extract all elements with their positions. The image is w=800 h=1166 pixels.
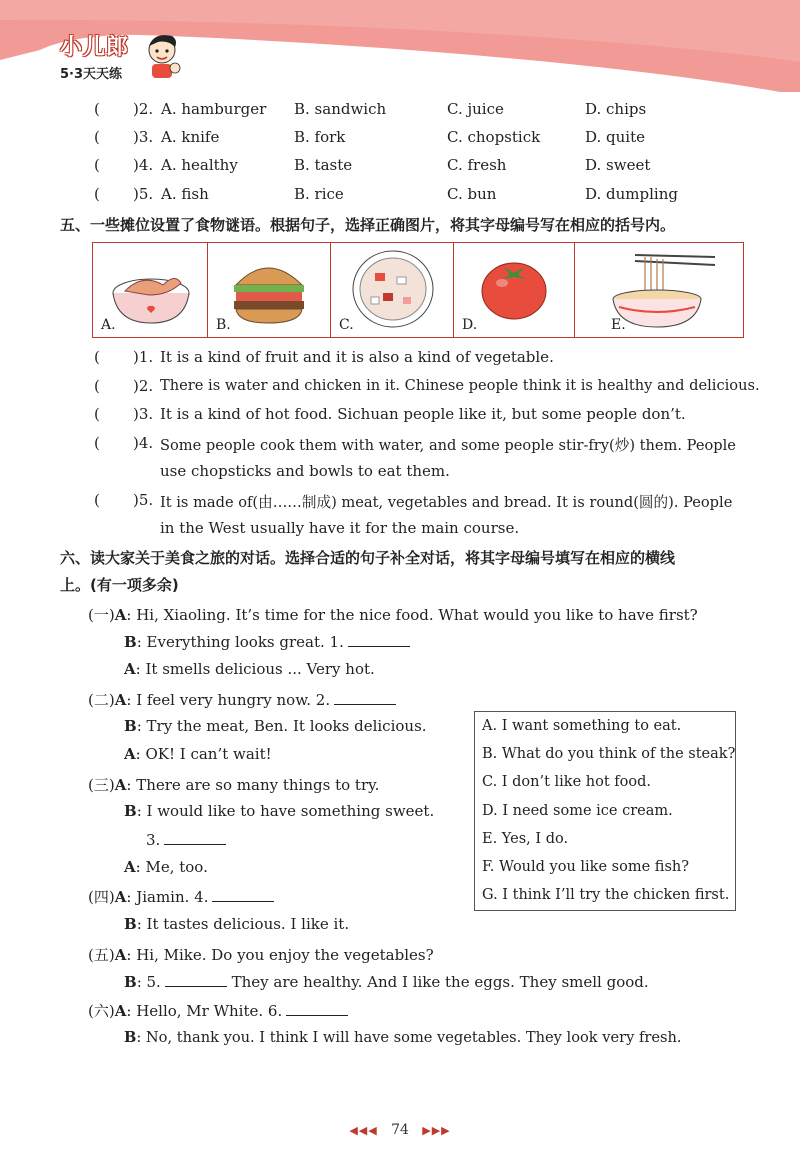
answer-blank-5[interactable] [165,972,227,987]
picture-c-label: C. [339,317,354,333]
dialog-line: Hi, Mike. Do you enjoy the vegetables? [136,946,434,964]
speaker-label: B [124,1029,137,1046]
dialog-line: No, thank you. I think I will have some vegetables. They look very fresh. [145,1029,682,1046]
dialog-3-a1: (三)A: There are so many things to try. [88,776,380,794]
dialog-tag: (三) [88,776,115,794]
dialog-3-b1: B: I would like to have something sweet. [124,802,435,820]
answer-blank-3[interactable] [164,830,226,845]
question-number: )5. [133,185,154,203]
question-number: )2. [133,377,154,395]
option-item: F. Would you like some fish? [482,859,689,875]
dialog-4-b1: B: It tastes delicious. I like it. [124,915,350,933]
dialog-tag: (六) [88,1002,115,1020]
option-d: D. quite [585,128,645,146]
speaker-label: B [124,717,137,735]
logo-subtitle: 5·3天天练 [60,67,123,82]
option-b: B. rice [294,185,344,203]
page-number: 74 [391,1122,409,1138]
option-a: A. healthy [161,156,238,174]
question-number: )4. [133,434,154,452]
answer-blank-4[interactable] [212,887,274,902]
dialog-2-a2: A: OK! I can’t wait! [124,745,272,763]
answer-paren[interactable]: ( [94,405,100,423]
option-c: C. fresh [447,156,507,174]
dialog-3-a2: A: Me, too. [124,858,208,876]
riddle-text: It is a kind of hot food. Sichuan people like it, but some people don’t. [160,405,686,423]
dialog-1-a2: A: It smells delicious ... Very hot. [124,660,375,678]
dialog-line: It tastes delicious. I like it. [146,915,350,933]
option-b: B. fork [294,128,346,146]
dialog-line: Me, too. [145,858,208,876]
dialog-4-a1: (四)A: Jiamin. 4. [88,886,274,907]
dialog-line: OK! I can’t wait! [145,745,272,763]
dialog-tag: (二) [88,691,115,709]
riddle-text: use chopsticks and bowls to eat them. [160,462,450,480]
answer-paren[interactable]: ( [94,491,100,509]
answer-blank-2[interactable] [334,690,396,705]
option-c: C. juice [447,100,504,118]
riddle-text: It is made of(由……制成) meat, vegetables and bread. It is round(圆的). People [160,494,733,511]
riddle-text: in the West usually have it for the main course. [160,519,520,537]
option-item: D. I need some ice cream. [482,803,673,819]
option-b: B. sandwich [294,100,387,118]
question-number: )4. [133,156,154,174]
picture-b [208,243,331,337]
dialog-1-b1: B: Everything looks great. 1. [124,632,410,651]
option-d: D. chips [585,100,647,118]
answer-paren[interactable]: ( [94,128,100,146]
dialog-tag: (五) [88,946,115,964]
picture-a-label: A. [101,317,116,333]
header-banner [0,0,800,92]
speaker-label: A [114,606,127,624]
option-c: C. chopstick [447,128,541,146]
picture-b-label: B. [216,317,231,333]
dialog-line: Everything looks great. 1. [146,633,344,651]
picture-d-label: D. [462,317,478,333]
question-number: )5. [133,491,154,509]
speaker-label: A [114,691,127,709]
speaker-label: A [114,776,127,794]
dialog-line: I would like to have something sweet. [146,802,435,820]
dialog-tag: (一) [88,606,115,624]
question-number: )1. [133,348,154,366]
dialog-line: Hi, Xiaoling. It’s time for the nice food. What would you like to have first? [136,606,698,624]
next-arrows-icon: ▶▶▶ [422,1124,451,1137]
dialog-3-b1-blank [146,830,226,849]
question-number: )2. [133,100,154,118]
option-a: A. fish [161,185,209,203]
option-c: C. bun [447,185,497,203]
picture-a [93,243,208,337]
options-box [474,711,736,911]
dialog-line: I feel very hungry now. 2. [136,691,331,709]
picture-e-label: E. [611,317,626,333]
riddle-text: It is a kind of fruit and it is also a kind of vegetable. [160,348,554,366]
answer-blank-6[interactable] [286,1001,348,1016]
dialog-6-b1: B: No, thank you. I think I will have some vegetables. They look very fresh. [124,1029,682,1046]
answer-paren[interactable]: ( [94,434,100,452]
blank-number: 3. [146,831,161,849]
riddle-text: Some people cook them with water, and some people stir-fry(炒) them. People [160,437,736,454]
logo [60,30,129,82]
dialog-tag: (四) [88,888,115,906]
dialog-2-b1: B: Try the meat, Ben. It looks delicious. [124,717,427,735]
answer-paren[interactable]: ( [94,348,100,366]
dialog-6-a1: (六)A: Hello, Mr White. 6. [88,1000,348,1021]
dialog-line: Try the meat, Ben. It looks delicious. [146,717,427,735]
option-d: D. sweet [585,156,651,174]
option-item: E. Yes, I do. [482,831,569,847]
question-number: )3. [133,405,154,423]
page-footer [0,1122,800,1138]
answer-paren[interactable]: ( [94,185,100,203]
dialog-5-b1: B: 5. They are healthy. And I like the eggs. They smell good. [124,973,649,991]
question-number: )3. [133,128,154,146]
dialog-line: They are healthy. And I like the eggs. They smell good. [231,973,649,991]
speaker-label: B [124,802,137,820]
boy-mascot-icon [142,28,182,80]
option-b: B. taste [294,156,353,174]
dialog-line: Jiamin. 4. [136,888,209,906]
option-item: B. What do you think of the steak? [482,746,736,762]
logo-title: 小儿郎 [60,35,130,60]
speaker-label: B [124,973,137,991]
picture-e [575,243,743,337]
picture-c [331,243,454,337]
option-d: D. dumpling [585,185,678,203]
speaker-label: B [124,633,137,651]
dialog-line: There are so many things to try. [136,776,380,794]
answer-blank-1[interactable] [348,632,410,647]
prev-arrows-icon: ◀◀◀ [349,1124,378,1137]
blank-number: 5. [146,973,161,991]
dialog-line: It smells delicious ... Very hot. [145,660,375,678]
speaker-label: B [124,915,137,933]
speaker-label: A [124,858,136,876]
picture-d [454,243,575,337]
section-6-title: 六、读大家关于美食之旅的对话。选择合适的句子补全对话，将其字母编号填写在相应的横线 [60,549,676,567]
dialog-1-a1: (一)A: Hi, Xiaoling. It’s time for the nice food. What would you like to have first? [88,606,698,624]
answer-paren[interactable]: ( [94,377,100,395]
speaker-label: A [114,946,127,964]
speaker-label: A [114,888,127,906]
section-6-title-cont: 上。(有一项多余) [60,576,179,594]
option-item: C. I don’t like hot food. [482,774,652,790]
option-item: G. I think I’ll try the chicken first. [482,887,730,903]
dialog-2-a1: (二)A: I feel very hungry now. 2. [88,689,396,710]
speaker-label: A [124,745,136,763]
option-a: A. hamburger [161,100,267,118]
dialog-line: Hello, Mr White. 6. [136,1002,283,1020]
speaker-label: A [124,660,136,678]
section-5-title: 五、一些摊位设置了食物谜语。根据句子，选择正确图片，将其字母编号写在相应的括号内。 [60,216,676,234]
option-item: A. I want something to eat. [482,718,682,734]
answer-paren[interactable]: ( [94,100,100,118]
picture-strip [92,242,744,338]
answer-paren[interactable]: ( [94,156,100,174]
option-a: A. knife [161,128,220,146]
riddle-text: There is water and chicken in it. Chinese people think it is healthy and delicious. [160,377,760,394]
noodles-icon [575,243,743,333]
speaker-label: A [114,1002,127,1020]
dialog-5-a1: (五)A: Hi, Mike. Do you enjoy the vegetables? [88,946,434,964]
